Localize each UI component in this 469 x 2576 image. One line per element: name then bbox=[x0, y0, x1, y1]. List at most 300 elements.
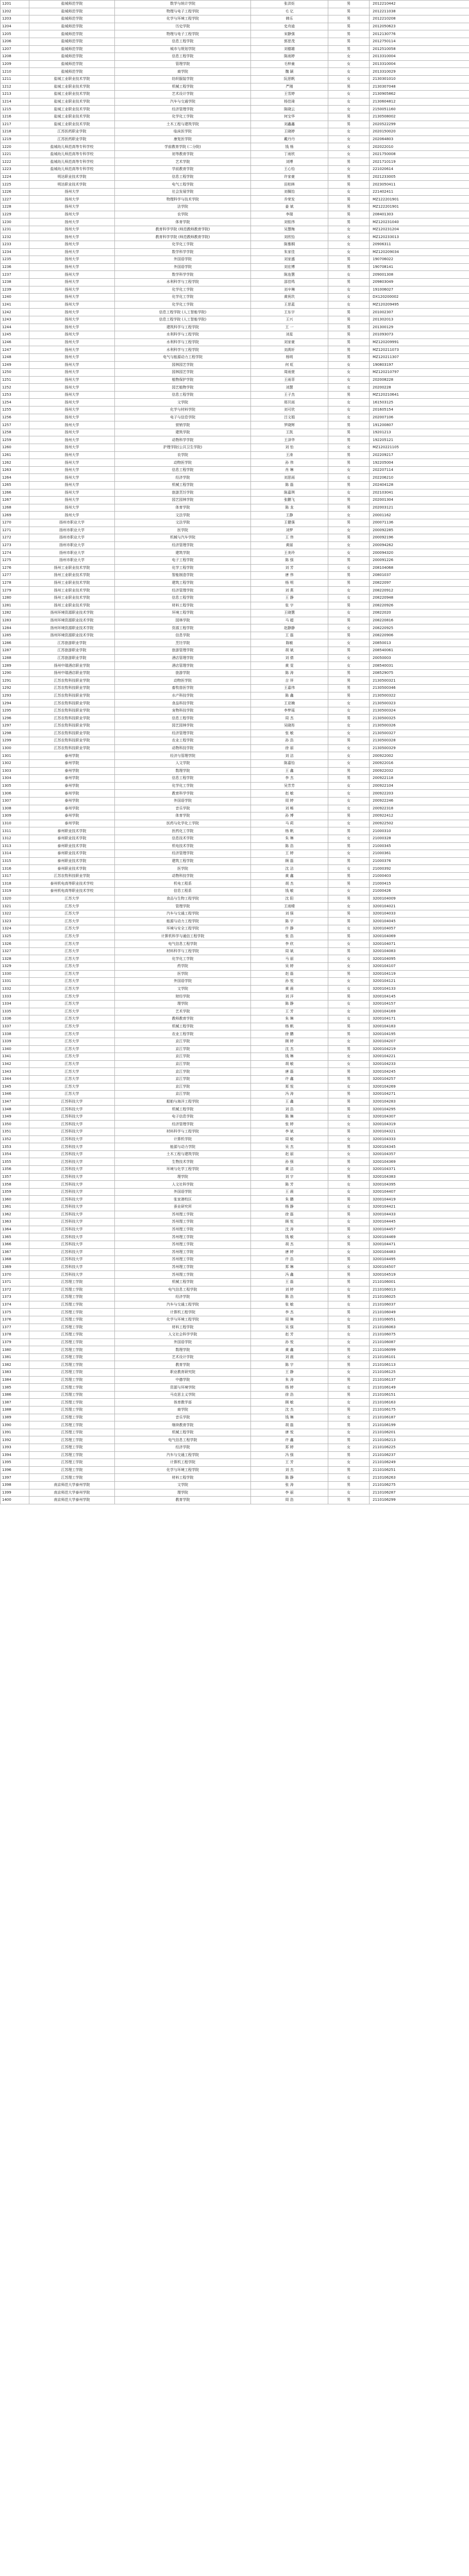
gender-cell: 男 bbox=[328, 324, 370, 331]
table-row bbox=[1, 1121, 469, 1128]
table-row bbox=[1, 1181, 469, 1189]
id-cell: 2130307048 bbox=[370, 83, 469, 91]
school-cell: 江苏理工学院 bbox=[29, 1444, 115, 1452]
id-cell: 2013310004 bbox=[370, 53, 469, 61]
table-row bbox=[1, 1015, 469, 1023]
row-number: 1241 bbox=[1, 301, 29, 309]
name-cell: 王 晨 bbox=[251, 1188, 328, 1196]
name-cell: 毛 亿 bbox=[251, 8, 328, 15]
gender-cell: 男 bbox=[328, 121, 370, 128]
name-cell: 史舟迪 bbox=[251, 23, 328, 30]
school-cell: 江苏理工学院 bbox=[29, 1361, 115, 1369]
row-number: 1310 bbox=[1, 820, 29, 827]
id-cell: 21000328 bbox=[370, 835, 469, 842]
table-row bbox=[1, 474, 469, 482]
table-row bbox=[1, 106, 469, 113]
row-number: 1304 bbox=[1, 775, 29, 783]
id-cell: 3200104319 bbox=[370, 1121, 469, 1128]
school-cell: 江苏科技大学 bbox=[29, 1150, 115, 1158]
id-cell: 3200104471 bbox=[370, 1241, 469, 1248]
id-cell: 2020522299 bbox=[370, 121, 469, 128]
row-number: 1382 bbox=[1, 1361, 29, 1369]
school-cell: 泰州职业技术学院 bbox=[29, 835, 115, 842]
id-cell: 200922016 bbox=[370, 759, 469, 767]
gender-cell: 男 bbox=[328, 669, 370, 677]
name-cell: 姜 斌 bbox=[251, 204, 328, 211]
row-number: 1276 bbox=[1, 564, 29, 572]
college-cell: 动物医学院 bbox=[115, 459, 251, 467]
college-cell: 经济管理学院 bbox=[115, 730, 251, 737]
school-cell: 扬州中瑞酒店职业学院 bbox=[29, 662, 115, 670]
table-row bbox=[1, 60, 469, 68]
row-number: 1371 bbox=[1, 1278, 29, 1286]
id-cell: 21000376 bbox=[370, 857, 469, 865]
name-cell: 赵 丽 bbox=[251, 1150, 328, 1158]
college-cell: 蚕业研究所 bbox=[115, 1204, 251, 1211]
school-cell: 泰州职业技术学院 bbox=[29, 865, 115, 873]
table-row bbox=[1, 654, 469, 662]
gender-cell: 女 bbox=[328, 790, 370, 798]
id-cell: 3200104307 bbox=[370, 1113, 469, 1121]
college-cell: 马克思主义学院 bbox=[115, 1391, 251, 1399]
table-row bbox=[1, 1098, 469, 1106]
gender-cell: 女 bbox=[328, 1150, 370, 1158]
row-number: 1351 bbox=[1, 1128, 29, 1136]
id-cell: 190706022 bbox=[370, 256, 469, 264]
id-cell: MZ120233013 bbox=[370, 233, 469, 241]
school-cell: 江苏理工学院 bbox=[29, 1421, 115, 1429]
college-cell: 音乐学院 bbox=[115, 805, 251, 812]
gender-cell: 男 bbox=[328, 429, 370, 436]
row-number: 1374 bbox=[1, 1301, 29, 1309]
id-cell: MZ122201901 bbox=[370, 196, 469, 204]
school-cell: 南京师范大学泰州学院 bbox=[29, 1497, 115, 1504]
school-cell: 泰州学院 bbox=[29, 767, 115, 775]
table-row bbox=[1, 534, 469, 542]
college-cell: 职业教育研究院 bbox=[115, 1369, 251, 1377]
row-number: 1377 bbox=[1, 1324, 29, 1331]
school-cell: 扬州大学 bbox=[29, 436, 115, 444]
college-cell: 苏州理工学院 bbox=[115, 1241, 251, 1248]
school-cell: 江苏大学 bbox=[29, 970, 115, 978]
gender-cell: 男 bbox=[328, 173, 370, 181]
table-row bbox=[1, 857, 469, 865]
college-cell: 宠物科技学院 bbox=[115, 707, 251, 715]
id-cell: 3200104033 bbox=[370, 910, 469, 918]
gender-cell: 女 bbox=[328, 233, 370, 241]
gender-cell: 男 bbox=[328, 346, 370, 354]
table-row bbox=[1, 730, 469, 737]
college-cell: 机械工程学院 bbox=[115, 482, 251, 489]
gender-cell: 女 bbox=[328, 286, 370, 294]
id-cell: 3200104121 bbox=[370, 978, 469, 986]
college-cell: 电气信息工程学院 bbox=[115, 940, 251, 948]
name-cell: 严刚 bbox=[251, 83, 328, 91]
gender-cell: 女 bbox=[328, 662, 370, 670]
table-row bbox=[1, 15, 469, 23]
gender-cell: 男 bbox=[328, 685, 370, 692]
school-cell: 江苏理工学院 bbox=[29, 1338, 115, 1346]
name-cell: 黄丽 bbox=[251, 541, 328, 549]
college-cell: 药学院 bbox=[115, 963, 251, 971]
school-cell: 江苏理工学院 bbox=[29, 1294, 115, 1301]
school-cell: 泰州学院 bbox=[29, 812, 115, 820]
id-cell: 3200104245 bbox=[370, 1068, 469, 1076]
table-row bbox=[1, 353, 469, 361]
college-cell: 体育学院 bbox=[115, 504, 251, 512]
id-cell: 190803197 bbox=[370, 361, 469, 369]
gender-cell: 女 bbox=[328, 1000, 370, 1008]
id-cell: 202209217 bbox=[370, 451, 469, 459]
name-cell: 刘 燕 bbox=[251, 587, 328, 595]
row-number: 1277 bbox=[1, 572, 29, 580]
college-cell: 汽车与交通工程学院 bbox=[115, 1451, 251, 1459]
school-cell: 江苏科技大学 bbox=[29, 1173, 115, 1181]
id-cell: 2130500321 bbox=[370, 677, 469, 685]
row-number: 1387 bbox=[1, 1399, 29, 1406]
college-cell: 商学院 bbox=[115, 68, 251, 76]
row-number: 1289 bbox=[1, 662, 29, 670]
row-number: 1339 bbox=[1, 1038, 29, 1045]
name-cell: 杨 帆 bbox=[251, 827, 328, 835]
table-row bbox=[1, 1030, 469, 1038]
table-row bbox=[1, 376, 469, 384]
id-cell: 221402411 bbox=[370, 188, 469, 196]
table-row bbox=[1, 1444, 469, 1452]
row-number: 1324 bbox=[1, 925, 29, 933]
gender-cell: 女 bbox=[328, 1429, 370, 1436]
school-cell: 扬州大学 bbox=[29, 316, 115, 324]
id-cell: 208220948 bbox=[370, 594, 469, 602]
name-cell: 胡 磊 bbox=[251, 1421, 328, 1429]
gender-cell: 男 bbox=[328, 1106, 370, 1113]
gender-cell: 男 bbox=[328, 211, 370, 218]
school-cell: 扬州市职业大学 bbox=[29, 527, 115, 534]
gender-cell: 女 bbox=[328, 166, 370, 174]
college-cell: 社会发展学院 bbox=[115, 188, 251, 196]
id-cell: 3200104119 bbox=[370, 970, 469, 978]
gender-cell: 男 bbox=[328, 278, 370, 286]
table-row bbox=[1, 827, 469, 835]
name-cell: 许家豪 bbox=[251, 173, 328, 181]
college-cell: 学前教育学院 (二分院) bbox=[115, 143, 251, 151]
gender-cell: 男 bbox=[328, 1346, 370, 1354]
name-cell: 吴 杰 bbox=[251, 1143, 328, 1151]
gender-cell: 男 bbox=[328, 812, 370, 820]
table-row bbox=[1, 1023, 469, 1030]
row-number: 1334 bbox=[1, 1000, 29, 1008]
id-cell: 2012050623 bbox=[370, 23, 469, 30]
college-cell: 旅游管理学院 bbox=[115, 647, 251, 655]
school-cell: 扬州大学 bbox=[29, 294, 115, 301]
row-number: 1202 bbox=[1, 8, 29, 15]
college-cell: 苏州理工学院 bbox=[115, 1226, 251, 1233]
school-cell: 明达职业技术学院 bbox=[29, 181, 115, 189]
school-cell: 江苏理工学院 bbox=[29, 1459, 115, 1467]
table-row bbox=[1, 1346, 469, 1354]
table-row bbox=[1, 391, 469, 399]
row-number: 1379 bbox=[1, 1338, 29, 1346]
table-row bbox=[1, 895, 469, 903]
row-number: 1375 bbox=[1, 1309, 29, 1316]
table-row bbox=[1, 602, 469, 609]
table-row bbox=[1, 715, 469, 722]
gender-cell: 女 bbox=[328, 294, 370, 301]
row-number: 1221 bbox=[1, 150, 29, 158]
school-cell: 泰州职业技术学院 bbox=[29, 842, 115, 850]
row-number: 1230 bbox=[1, 218, 29, 226]
college-cell: 数学科学学院 bbox=[115, 271, 251, 279]
name-cell: 王涛 bbox=[251, 451, 328, 459]
row-number: 1372 bbox=[1, 1286, 29, 1294]
row-number: 1250 bbox=[1, 369, 29, 377]
id-cell: 3200104157 bbox=[370, 1000, 469, 1008]
name-cell: 邵佳鸣 bbox=[251, 278, 328, 286]
table-row bbox=[1, 1309, 469, 1316]
college-cell: 智能制造学院 bbox=[115, 572, 251, 580]
id-cell: 200922502 bbox=[370, 820, 469, 827]
table-row bbox=[1, 1188, 469, 1196]
name-cell: 胡 杰 bbox=[251, 1241, 328, 1248]
row-number: 1354 bbox=[1, 1150, 29, 1158]
name-cell: 郑 悦 bbox=[251, 1083, 328, 1091]
id-cell: 2110106101 bbox=[370, 1353, 469, 1361]
gender-cell: 女 bbox=[328, 797, 370, 805]
college-cell: 机械工程学院 bbox=[115, 83, 251, 91]
school-cell: 扬州市职业大学 bbox=[29, 541, 115, 549]
id-cell: 2023050411 bbox=[370, 181, 469, 189]
college-cell: 电气与能源动力工程学院 bbox=[115, 353, 251, 361]
name-cell: 李 欣 bbox=[251, 940, 328, 948]
gender-cell: 男 bbox=[328, 1211, 370, 1218]
id-cell: 21000361 bbox=[370, 850, 469, 858]
college-cell: 机械工程学院 bbox=[115, 1278, 251, 1286]
row-number: 1305 bbox=[1, 782, 29, 790]
gender-cell: 男 bbox=[328, 309, 370, 316]
name-cell: 王思蓝 bbox=[251, 301, 328, 309]
id-cell: 2110106099 bbox=[370, 1346, 469, 1354]
school-cell: 江苏农牧科技职业学院 bbox=[29, 715, 115, 722]
id-cell: 3200104183 bbox=[370, 1023, 469, 1030]
id-cell: 2110106001 bbox=[370, 1278, 469, 1286]
gender-cell: 男 bbox=[328, 737, 370, 745]
name-cell: 许 鑫 bbox=[251, 1075, 328, 1083]
school-cell: 扬州大学 bbox=[29, 226, 115, 233]
gender-cell: 男 bbox=[328, 83, 370, 91]
college-cell: 信息工程学院 bbox=[115, 594, 251, 602]
gender-cell: 女 bbox=[328, 835, 370, 842]
table-row bbox=[1, 1211, 469, 1218]
name-cell: 李 杰 bbox=[251, 775, 328, 783]
table-row bbox=[1, 1196, 469, 1204]
school-cell: 江苏大学 bbox=[29, 903, 115, 910]
college-cell: 电子与信息学院 bbox=[115, 414, 251, 421]
school-cell: 江苏理工学院 bbox=[29, 1414, 115, 1421]
table-row bbox=[1, 918, 469, 925]
row-number: 1293 bbox=[1, 692, 29, 700]
id-cell: 3200104295 bbox=[370, 1106, 469, 1113]
name-cell: 周 婷 bbox=[251, 797, 328, 805]
college-cell: 电子信息学院 bbox=[115, 1113, 251, 1121]
id-cell: 3200104371 bbox=[370, 1166, 469, 1174]
college-cell: 动物科学学院 bbox=[115, 436, 251, 444]
id-cell: 200922118 bbox=[370, 775, 469, 783]
college-cell: 水利科学与工程学院 bbox=[115, 278, 251, 286]
id-cell: 3200104021 bbox=[370, 903, 469, 910]
row-number: 1272 bbox=[1, 534, 29, 542]
row-number: 1218 bbox=[1, 128, 29, 136]
school-cell: 扬州市职业大学 bbox=[29, 549, 115, 557]
name-cell: 刘 倩 bbox=[251, 654, 328, 662]
school-cell: 扬州大学 bbox=[29, 324, 115, 331]
gender-cell: 女 bbox=[328, 1489, 370, 1497]
name-cell: 刘博 bbox=[251, 158, 328, 166]
name-cell: 朱 琳 bbox=[251, 1015, 328, 1023]
college-cell: 营销学院 bbox=[115, 421, 251, 429]
table-row bbox=[1, 135, 469, 143]
table-row bbox=[1, 346, 469, 354]
gender-cell: 女 bbox=[328, 1369, 370, 1377]
school-cell: 扬州大学 bbox=[29, 504, 115, 512]
row-number: 1215 bbox=[1, 106, 29, 113]
gender-cell: 女 bbox=[328, 150, 370, 158]
college-cell: 护理学院(公共卫生学院) bbox=[115, 444, 251, 452]
college-cell: 环境与化学工程学院 bbox=[115, 1166, 251, 1174]
name-cell: 孙 强 bbox=[251, 1158, 328, 1166]
gender-cell: 女 bbox=[328, 722, 370, 730]
row-number: 1278 bbox=[1, 579, 29, 587]
row-number: 1395 bbox=[1, 1459, 29, 1467]
college-cell: 文学院 bbox=[115, 399, 251, 406]
table-row bbox=[1, 564, 469, 572]
table-row bbox=[1, 23, 469, 30]
gender-cell: 男 bbox=[328, 933, 370, 940]
college-cell: 物理与电子工程学院 bbox=[115, 30, 251, 38]
row-number: 1329 bbox=[1, 963, 29, 971]
id-cell: 3200104469 bbox=[370, 1233, 469, 1241]
gender-cell: 女 bbox=[328, 1331, 370, 1339]
table-row bbox=[1, 1481, 469, 1489]
id-cell: 20200228 bbox=[370, 384, 469, 392]
gender-cell: 女 bbox=[328, 1316, 370, 1324]
gender-cell: 男 bbox=[328, 692, 370, 700]
gender-cell: 女 bbox=[328, 271, 370, 279]
row-number: 1244 bbox=[1, 324, 29, 331]
table-row bbox=[1, 903, 469, 910]
row-number: 1396 bbox=[1, 1466, 29, 1474]
id-cell: 200922318 bbox=[370, 805, 469, 812]
school-cell: 扬州大学 bbox=[29, 489, 115, 497]
row-number: 1306 bbox=[1, 790, 29, 798]
gender-cell: 女 bbox=[328, 1399, 370, 1406]
school-cell: 扬州市职业大学 bbox=[29, 519, 115, 527]
name-cell: 陈 浩 bbox=[251, 842, 328, 850]
name-cell: 王 伟 bbox=[251, 534, 328, 542]
name-cell: 黄 鑫 bbox=[251, 872, 328, 880]
row-number: 1342 bbox=[1, 1060, 29, 1068]
name-cell: 陈 宇 bbox=[251, 918, 328, 925]
table-row bbox=[1, 850, 469, 858]
table-row bbox=[1, 369, 469, 377]
id-cell: 21000403 bbox=[370, 872, 469, 880]
row-number: 1386 bbox=[1, 1391, 29, 1399]
college-cell: 外国语学院 bbox=[115, 263, 251, 271]
row-number: 1248 bbox=[1, 353, 29, 361]
gender-cell: 女 bbox=[328, 549, 370, 557]
college-cell: 体育教学部 bbox=[115, 1399, 251, 1406]
gender-cell: 男 bbox=[328, 338, 370, 346]
gender-cell: 男 bbox=[328, 23, 370, 30]
table-row bbox=[1, 1113, 469, 1121]
college-cell: 外国语学院 bbox=[115, 978, 251, 986]
college-cell: 京江学院 bbox=[115, 1045, 251, 1053]
gender-cell: 女 bbox=[328, 639, 370, 647]
row-number: 1383 bbox=[1, 1369, 29, 1377]
college-cell: 水产科技学院 bbox=[115, 692, 251, 700]
school-cell: 扬州大学 bbox=[29, 421, 115, 429]
row-number: 1388 bbox=[1, 1406, 29, 1414]
college-cell: 苏州理工学院 bbox=[115, 1263, 251, 1271]
school-cell: 盐城幼儿师范高等专科学校 bbox=[29, 158, 115, 166]
gender-cell: 女 bbox=[328, 940, 370, 948]
id-cell: 2012211038 bbox=[370, 8, 469, 15]
id-cell: 3200104357 bbox=[370, 1150, 469, 1158]
name-cell: 张 敏 bbox=[251, 730, 328, 737]
table-row bbox=[1, 1421, 469, 1429]
row-number: 1363 bbox=[1, 1218, 29, 1226]
table-row bbox=[1, 744, 469, 752]
id-cell: 3200104519 bbox=[370, 1271, 469, 1279]
row-number: 1204 bbox=[1, 23, 29, 30]
row-number: 1307 bbox=[1, 797, 29, 805]
id-cell: DX120200002 bbox=[370, 294, 469, 301]
name-cell: 王心怡 bbox=[251, 166, 328, 174]
gender-cell: 女 bbox=[328, 850, 370, 858]
row-number: 1263 bbox=[1, 466, 29, 474]
row-number: 1345 bbox=[1, 1083, 29, 1091]
name-cell: 刘辛琳 bbox=[251, 286, 328, 294]
name-cell: 吴 强 bbox=[251, 1324, 328, 1331]
id-cell: 3200104457 bbox=[370, 1226, 469, 1233]
gender-cell: 女 bbox=[328, 1286, 370, 1294]
id-cell: 200922032 bbox=[370, 767, 469, 775]
college-cell: 苏州理工学院 bbox=[115, 1218, 251, 1226]
name-cell: 孙 浩 bbox=[251, 737, 328, 745]
table-row bbox=[1, 512, 469, 519]
row-number: 1373 bbox=[1, 1294, 29, 1301]
id-cell: 2110106151 bbox=[370, 1391, 469, 1399]
row-number: 1216 bbox=[1, 113, 29, 121]
college-cell: 人文社科学院 bbox=[115, 1181, 251, 1189]
gender-cell: 女 bbox=[328, 376, 370, 384]
row-number: 1297 bbox=[1, 722, 29, 730]
id-cell: 2110106199 bbox=[370, 1421, 469, 1429]
school-cell: 江苏大学 bbox=[29, 1038, 115, 1045]
row-number: 1224 bbox=[1, 173, 29, 181]
college-cell: 化学化工学院 bbox=[115, 294, 251, 301]
college-cell: 经济管理学院 bbox=[115, 1121, 251, 1128]
name-cell: 杨 婷 bbox=[251, 1384, 328, 1392]
college-cell: 文学院 bbox=[115, 1481, 251, 1489]
name-cell: 赵 芳 bbox=[251, 1331, 328, 1339]
id-cell: 202206210 bbox=[370, 474, 469, 482]
school-cell: 江苏科技大学 bbox=[29, 1256, 115, 1264]
gender-cell: 男 bbox=[328, 45, 370, 53]
table-row bbox=[1, 955, 469, 963]
table-row bbox=[1, 1451, 469, 1459]
college-cell: 京江学院 bbox=[115, 1038, 251, 1045]
school-cell: 盐城师范学院 bbox=[29, 53, 115, 61]
